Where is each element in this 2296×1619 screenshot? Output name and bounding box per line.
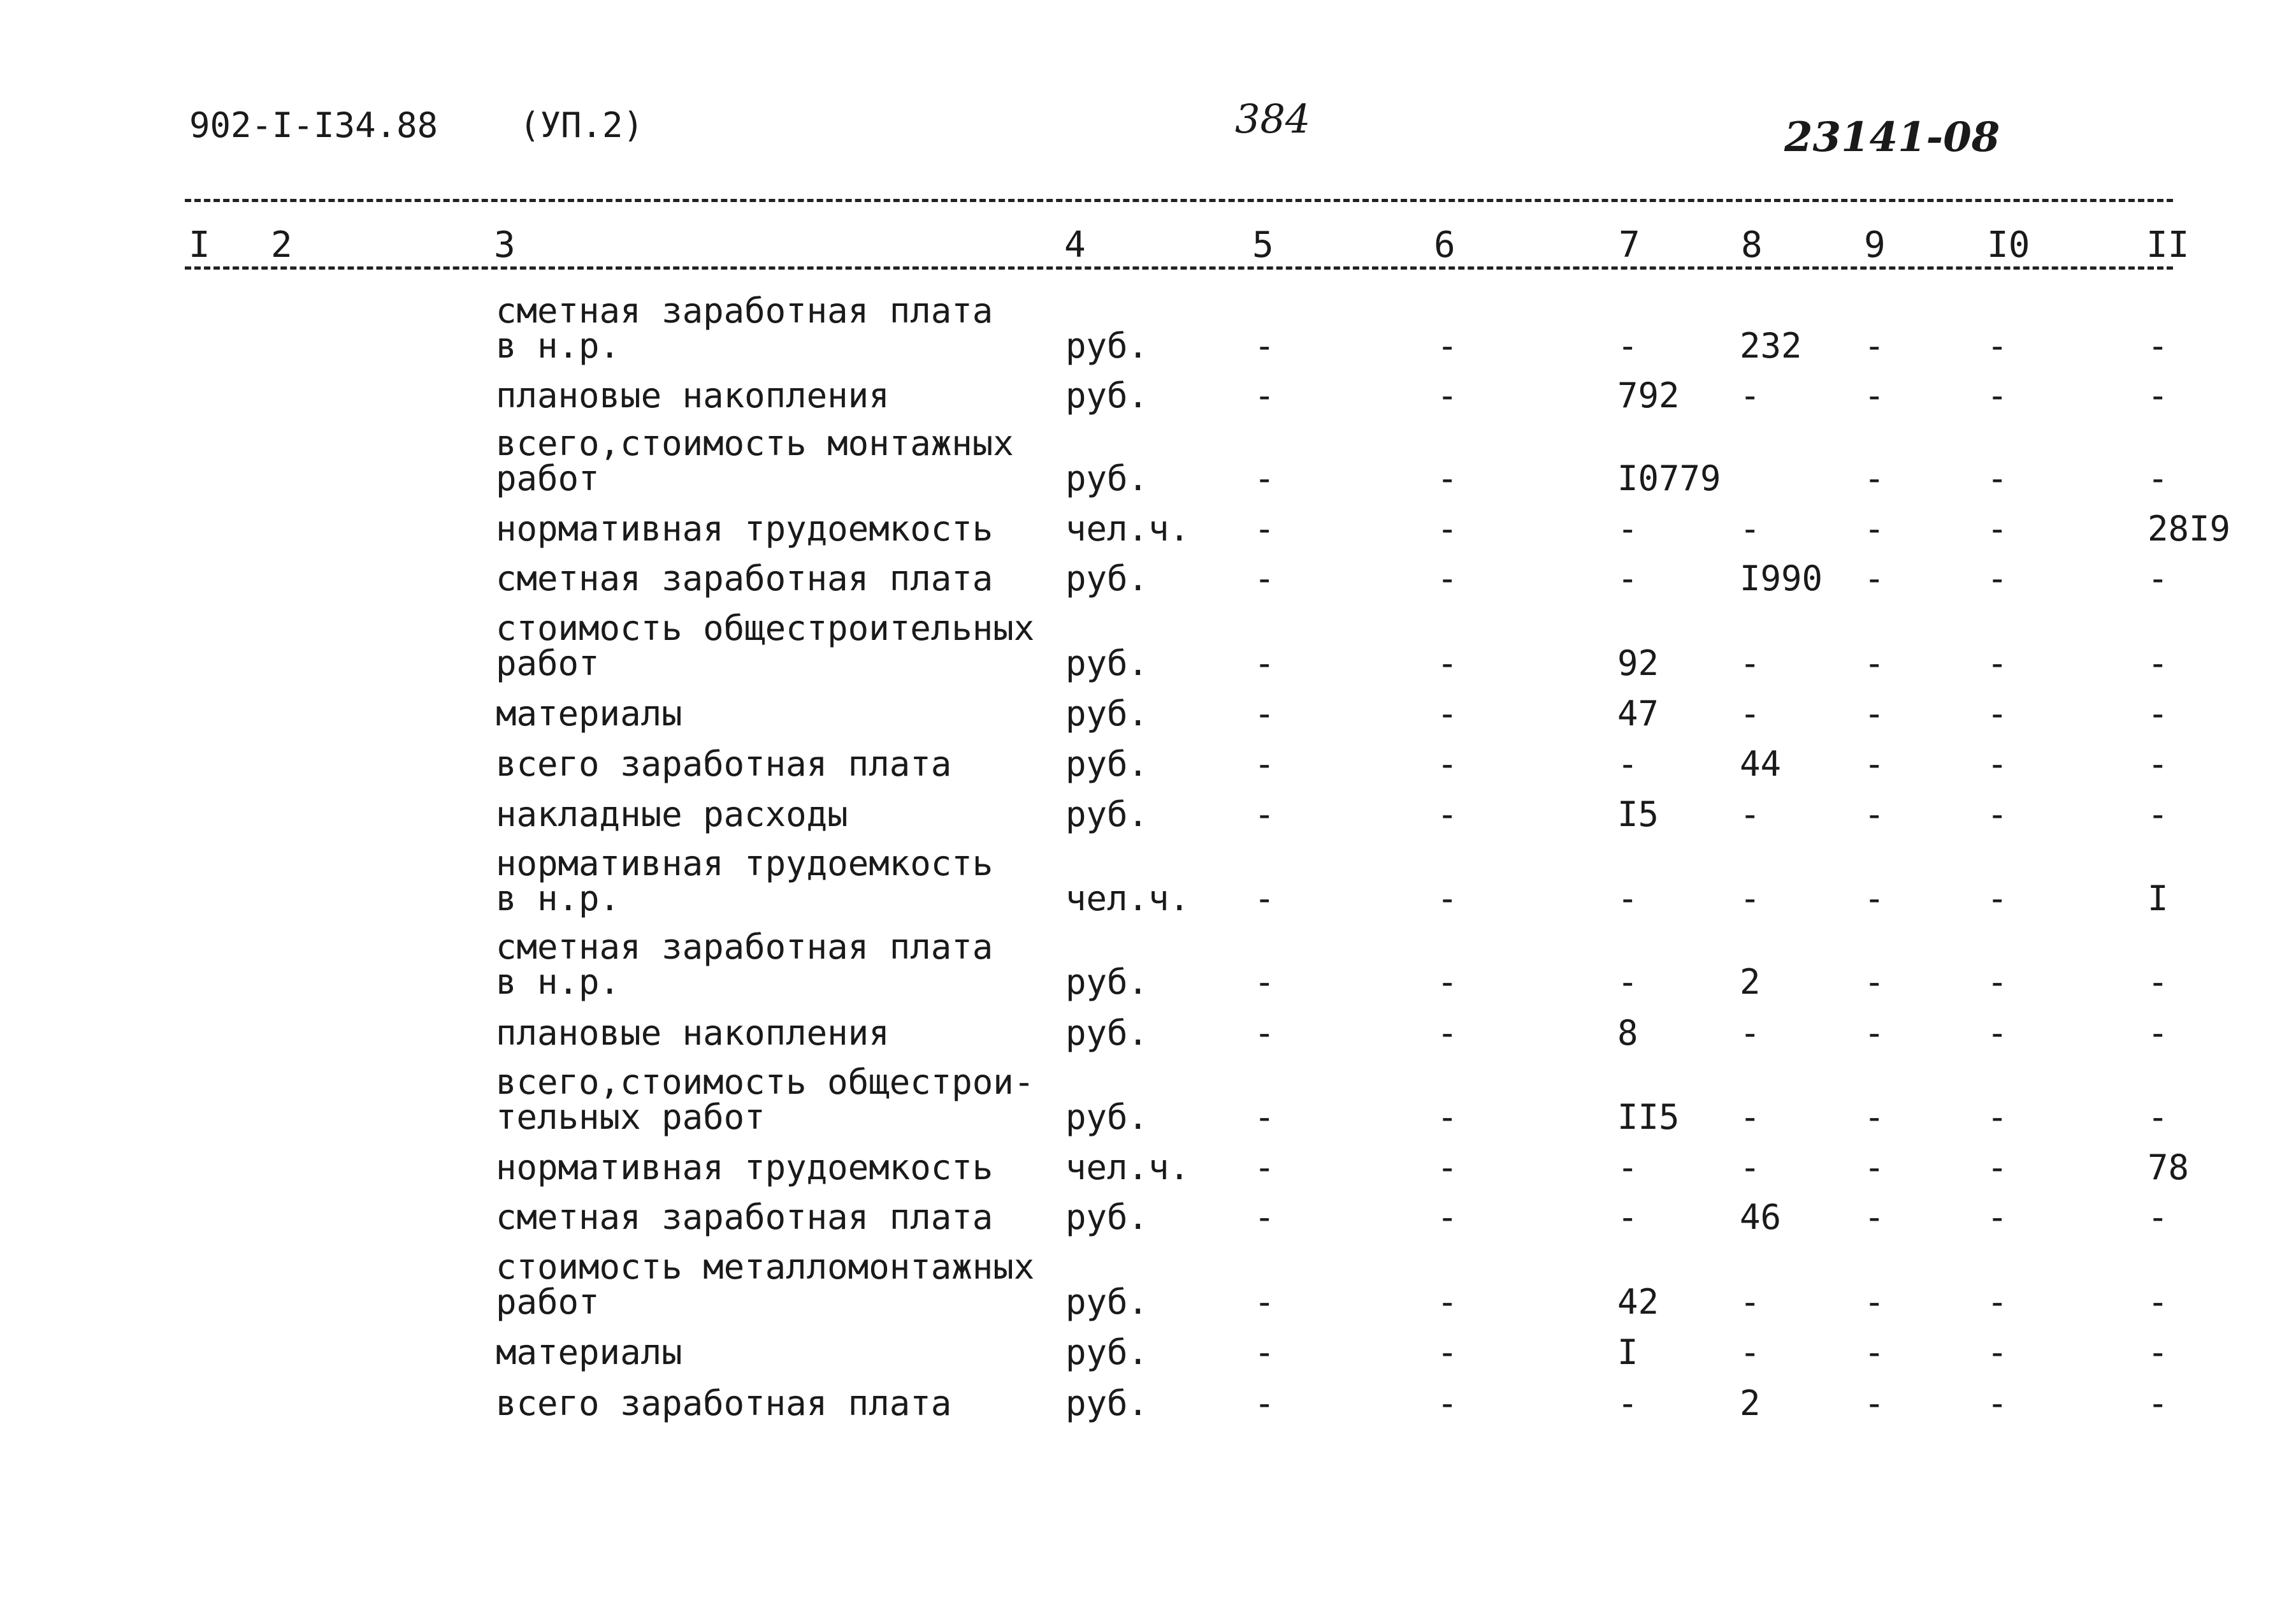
column-9-cell: - [1864,1097,1885,1137]
column-number: I [189,224,210,266]
column-11-cell: - [2148,1197,2169,1237]
column-9-cell: - [1864,458,1885,498]
column-11-cell: - [2148,693,2169,734]
header-dashed-rule [185,266,2173,270]
column-6-cell: - [1437,643,1458,683]
column-9-cell: - [1864,1332,1885,1372]
column-10-cell: - [1987,1282,2008,1322]
unit-cell: руб. [1065,643,1149,683]
column-number: 7 [1619,224,1640,266]
column-10-cell: - [1987,744,2008,784]
column-7-cell: 792 [1617,375,1680,416]
column-6-cell: - [1437,1197,1458,1237]
column-7-cell: - [1617,326,1638,366]
column-11-cell: 78 [2148,1147,2190,1187]
row-description-line: всего заработная плата [496,744,952,784]
column-8-cell: - [1740,693,1761,734]
column-9-cell: - [1864,1282,1885,1322]
column-8-cell: - [1740,1097,1761,1137]
row-description [496,927,993,1002]
column-7-cell: 42 [1617,1282,1659,1322]
column-11-cell: - [2148,1282,2169,1322]
column-5-cell: - [1254,1147,1275,1187]
column-8-cell: - [1740,1282,1761,1322]
column-7-cell: - [1617,1383,1638,1423]
column-6-cell: - [1437,962,1458,1002]
column-11-cell: - [2148,458,2169,498]
column-9-cell: - [1864,1383,1885,1423]
table-row [0,1332,2296,1372]
column-10-cell: - [1987,1097,2008,1137]
column-8-cell: 2 [1740,1383,1761,1423]
column-10-cell: - [1987,643,2008,683]
column-8-cell: 232 [1740,326,1802,366]
row-description [496,1064,1034,1135]
column-8-cell: I990 [1740,558,1823,599]
row-description-line: всего,стоимость общестрои- [496,1062,1035,1102]
column-9-cell: - [1864,693,1885,734]
column-7-cell: I0779 [1617,458,1721,498]
column-11-cell: - [2148,1097,2169,1137]
unit-cell: руб. [1065,1383,1149,1423]
column-11-cell: - [2148,326,2169,366]
column-8-cell: 44 [1740,744,1782,784]
column-11-cell: - [2148,1332,2169,1372]
column-7-cell: 92 [1617,643,1659,683]
unit-cell: руб. [1065,693,1149,734]
column-6-cell: - [1437,878,1458,918]
row-description [496,291,993,366]
column-10-cell: - [1987,962,2008,1002]
table-row [0,744,2296,784]
table-row [0,1062,2296,1137]
table-row [0,843,2296,918]
unit-cell: руб. [1065,962,1149,1002]
column-6-cell: - [1437,375,1458,416]
column-9-cell: - [1864,509,1885,549]
row-description [496,1332,682,1372]
row-description [496,1147,993,1187]
row-description-line: в н.р. [496,326,621,366]
column-9-cell: - [1864,643,1885,683]
document-code: 902-I-I34.88 [189,105,438,145]
column-9-cell: - [1864,744,1885,784]
column-5-cell: - [1254,375,1275,416]
column-6-cell: - [1437,558,1458,599]
column-10-cell: - [1987,509,2008,549]
column-9-cell: - [1864,375,1885,416]
column-5-cell: - [1254,326,1275,366]
column-7-cell: - [1617,1197,1638,1237]
column-number: I0 [1987,224,2030,266]
column-7-cell: - [1617,558,1638,599]
row-description-line: стоимость металломонтажных [496,1247,1035,1287]
row-description [496,509,993,549]
column-9-cell: - [1864,326,1885,366]
row-description [496,843,993,918]
column-6-cell: - [1437,794,1458,834]
unit-cell: руб. [1065,1013,1149,1053]
row-description-line: в н.р. [496,878,621,918]
row-description [496,794,848,834]
column-11-cell: 28I9 [2148,509,2231,549]
column-10-cell: - [1987,558,2008,599]
row-description-line: материалы [496,693,682,734]
column-5-cell: - [1254,1332,1275,1372]
unit-cell: руб. [1065,558,1149,599]
column-10-cell: - [1987,326,2008,366]
column-5-cell: - [1254,744,1275,784]
column-6-cell: - [1437,509,1458,549]
column-11-cell: - [2148,558,2169,599]
row-description-line: всего,стоимость монтажных [496,423,1014,463]
column-11-cell: - [2148,375,2169,416]
row-description-line: стоимость общестроительных [496,608,1035,648]
column-6-cell: - [1437,744,1458,784]
column-8-cell: - [1740,1332,1761,1372]
column-5-cell: - [1254,1097,1275,1137]
column-5-cell: - [1254,1013,1275,1053]
row-description [496,1197,993,1237]
column-8-cell: - [1740,509,1761,549]
column-7-cell: I5 [1617,794,1659,834]
unit-cell: руб. [1065,794,1149,834]
column-number: 2 [271,224,292,266]
column-6-cell: - [1437,1013,1458,1053]
column-10-cell: - [1987,693,2008,734]
unit-cell: чел.ч. [1065,509,1190,549]
column-6-cell: - [1437,1282,1458,1322]
column-8-cell: 46 [1740,1197,1782,1237]
column-9-cell: - [1864,794,1885,834]
column-7-cell: - [1617,1147,1638,1187]
table-row [0,423,2296,498]
column-7-cell: - [1617,962,1638,1002]
column-10-cell: - [1987,1147,2008,1187]
row-description-line: нормативная трудоемкость [496,509,993,549]
column-6-cell: - [1437,1097,1458,1137]
row-description-line: сметная заработная плата [496,1197,993,1237]
column-9-cell: - [1864,1197,1885,1237]
column-6-cell: - [1437,693,1458,734]
row-description-line: сметная заработная плата [496,558,993,599]
column-11-cell: - [2148,1383,2169,1423]
column-8-cell: - [1740,375,1761,416]
unit-cell: руб. [1065,326,1149,366]
row-description-line: плановые накопления [496,1013,890,1053]
table-row [0,558,2296,599]
row-description [496,1383,952,1423]
unit-cell: руб. [1065,375,1149,416]
unit-cell: руб. [1065,744,1149,784]
column-10-cell: - [1987,375,2008,416]
column-7-cell: I [1617,1332,1638,1372]
document-part: (УП.2) [519,105,644,145]
row-description [496,375,890,416]
column-7-cell: 8 [1617,1013,1638,1053]
column-9-cell: - [1864,558,1885,599]
table-row [0,509,2296,549]
column-number: 6 [1434,224,1455,266]
column-10-cell: - [1987,878,2008,918]
column-8-cell: 2 [1740,962,1761,1002]
table-row [0,1197,2296,1237]
column-number: 5 [1252,224,1274,266]
column-9-cell: - [1864,1147,1885,1187]
column-5-cell: - [1254,509,1275,549]
row-description [496,1247,1035,1322]
column-7-cell: - [1617,878,1638,918]
row-description-line: всего заработная плата [496,1383,952,1423]
column-11-cell: - [2148,643,2169,683]
table-row [0,1247,2296,1322]
column-6-cell: - [1437,1383,1458,1423]
unit-cell: чел.ч. [1065,1147,1190,1187]
unit-cell: чел.ч. [1065,878,1190,918]
inventory-number: 23141-08 [1784,113,2000,161]
column-9-cell: - [1864,1013,1885,1053]
table-row [0,291,2296,366]
unit-cell: руб. [1065,1197,1149,1237]
row-description-line: работ [496,458,600,498]
table-row [0,693,2296,734]
column-10-cell: - [1987,1332,2008,1372]
row-description [496,693,682,734]
column-number: 8 [1741,224,1763,266]
unit-cell: руб. [1065,1097,1149,1137]
column-11-cell: - [2148,962,2169,1002]
row-description-line: материалы [496,1332,682,1372]
column-10-cell: - [1987,1197,2008,1237]
table-row [0,794,2296,834]
column-7-cell: II5 [1617,1097,1680,1137]
column-5-cell: - [1254,558,1275,599]
column-7-cell: 47 [1617,693,1659,734]
column-5-cell: - [1254,1197,1275,1237]
column-9-cell: - [1864,962,1885,1002]
column-8-cell: - [1740,794,1761,834]
column-10-cell: - [1987,1383,2008,1423]
row-description-line: работ [496,1282,600,1322]
row-description [496,423,1014,498]
column-5-cell: - [1254,458,1275,498]
unit-cell: руб. [1065,1282,1149,1322]
column-8-cell: - [1740,878,1761,918]
column-number: II [2146,224,2190,266]
column-6-cell: - [1437,458,1458,498]
row-description-line: сметная заработная плата [496,291,993,331]
table-row [0,1013,2296,1053]
row-description-line: нормативная трудоемкость [496,1147,993,1187]
column-10-cell: - [1987,1013,2008,1053]
column-number: 4 [1064,224,1086,266]
column-8-cell: - [1740,1013,1761,1053]
row-description [496,558,993,599]
column-6-cell: - [1437,326,1458,366]
row-description-line: тельных работ [496,1097,765,1137]
row-description-line: плановые накопления [496,375,890,416]
row-description [496,744,952,784]
row-description-line: накладные расходы [496,794,848,834]
column-5-cell: - [1254,878,1275,918]
column-number: 3 [494,224,516,266]
table-row [0,1147,2296,1187]
column-7-cell: - [1617,509,1638,549]
column-6-cell: - [1437,1332,1458,1372]
column-11-cell: - [2148,1013,2169,1053]
column-5-cell: - [1254,794,1275,834]
page-number: 384 [1235,96,1311,142]
column-8-cell: - [1740,1147,1761,1187]
table-row [0,375,2296,416]
row-description-line: работ [496,643,600,683]
table-row [0,608,2296,683]
row-description [496,1013,890,1053]
row-description-line: в н.р. [496,962,621,1002]
column-7-cell: - [1617,744,1638,784]
unit-cell: руб. [1065,458,1149,498]
column-8-cell: - [1740,643,1761,683]
column-number: 9 [1864,224,1886,266]
column-5-cell: - [1254,1383,1275,1423]
table-row [0,1383,2296,1423]
row-description-line: сметная заработная плата [496,927,993,967]
column-5-cell: - [1254,693,1275,734]
column-11-cell: - [2148,744,2169,784]
column-11-cell: - [2148,794,2169,834]
table-row [0,927,2296,1002]
column-10-cell: - [1987,458,2008,498]
column-6-cell: - [1437,1147,1458,1187]
unit-cell: руб. [1065,1332,1149,1372]
column-11-cell: I [2148,878,2169,918]
column-5-cell: - [1254,643,1275,683]
row-description-line: нормативная трудоемкость [496,843,993,883]
top-dashed-rule [185,199,2173,202]
column-10-cell: - [1987,794,2008,834]
row-description [496,608,1035,683]
column-5-cell: - [1254,962,1275,1002]
column-9-cell: - [1864,878,1885,918]
column-5-cell: - [1254,1282,1275,1322]
